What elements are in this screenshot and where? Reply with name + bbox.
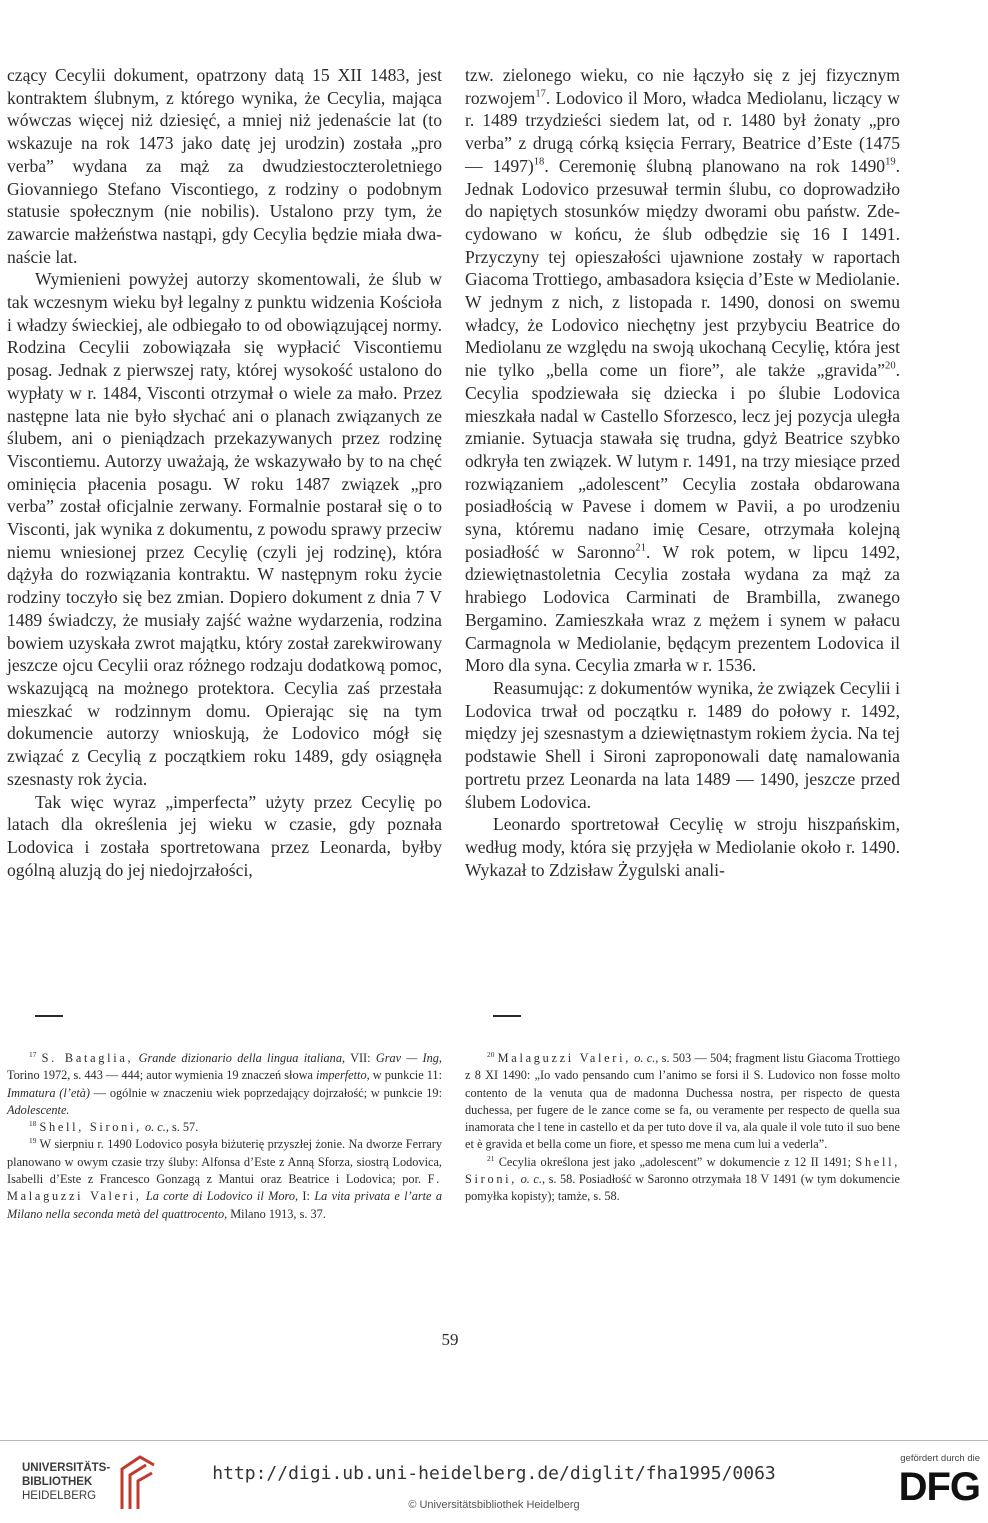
viewer-footer xyxy=(0,1440,988,1523)
footnote-21: $^{21}$ Cecylia określona jest jako „adolescent” w dokumencie z 12 II 1491; Shell, Sironi, o. c., s. 58. Posiadłość w Saronno otrzymała 18 V 1491 (w tym dokumencie pomyłka kopisty); tamże, s. 58. xyxy=(465,1153,901,1204)
footnote-18: $^{18}$ Shell, Sironi, o. c., s. 57. xyxy=(29,1119,199,1135)
footnote-ref[interactable]: 21 xyxy=(635,542,646,554)
document-url-link[interactable]: http://digi.ub.uni-heidelberg.de/diglit/fha1995/0063 xyxy=(212,1463,776,1484)
paragraph: Leonardo sportretował Cecylię w stroju hiszpańskim, według mody, która się przyjęła w Mediolanie około r. 1490. Wykazał to Zdzisław Żygulski anali- xyxy=(465,814,900,880)
dfg-logo[interactable] xyxy=(870,1453,980,1510)
footnote-17: $^{17}$ S. Bataglia, Grande dizionario della lingua italiana, VII: Grav — Ing, Torino 1972, s. 443 — 444; autor wymienia 19 znaczeń słowa imperfetto, w punkcie 11: Immatura (l’età) — ogólnie w znaczeniu wiek poprzedający dojrzałość; w punkcie 19: Adolescente. xyxy=(7,1049,442,1117)
footnote-20: $^{20}$ Malaguzzi Valeri, o. c., s. 503 — 504; fragment listu Giacoma Trottiego z 8 XI 1490: „Io vado pensando cum l’animo se forsi il S. Ludovico non fosse molto contento de la venuta qua de madonna Duchessa nostra, per rispecto de questa duchessa, per fugere de le zance come se fa, ou veramente per respecto de quella sua inamorata che l tene in castello et da per tuto dove il va, ala quale il vole tuto il suo bene et è gravida et bella come un fiore, et spesso me mena cum lui a vederla”. xyxy=(465,1049,900,1152)
library-name-line: HEIDELBERG xyxy=(22,1490,97,1502)
paragraph: tzw. zielonego wieku, co nie łączyło się z jej fizycznym rozwojem$^{17}$. Lodovico il Moro, władca Mediolanu, liczący w r. 1489 trzydzieści siedem lat, od r. 1480 był żonaty „pro verba” z drugą córką księcia Ferrary, Beatrice d’Este (1475 — 1497)$^{18}$. Ceremonię ślubną planowano na rok 1490$^{19}$. Jednak Lodovico przesuwał termin ślubu, co doprowadziło do napiętych stosunków między dworami obu państw. Zdecydowano w końcu, że ślub odbędzie się 16 I 1491. Przyczyny tej opieszałości ujawnione zostały w raportach Giacoma Trottiego, ambasadora księcia d’Este w Mediolanie. W jednym z nich, z listopada r. 1490, donosi on swemu władcy, że Lodovico niechętny jest przybyciu Beatrice do Mediolanu ze względu na swoją ukochaną Cecylię, która jest nie tylko „bella come un fiore”, ale także „gravida”$^{20}$. Cecylia spodziewała się dziecka i po ślubie Lodovica mieszkała nadal w Castello Sforzesco, lecz jej pozycja uległa zmianie. Sytuacja stawała się trudna, gdyż Beatrice szybko odkryła ten związek. W lutym r. 1491, na trzy miesiące przed rozwiązaniem „adolescent” Cecylia została obdarowana posiadłością w Pavese i domem w Pavii, a po urodzeniu syna, któremu nadano imię Cesare, otrzymała kolejną posiadłość w Saronno$^{21}$. W rok potem, w lipcu 1492, dziewiętnastoletnia Cecylia została wydana za mąż za hrabiego Lodovica Carminati de Brambilla, zwanego Bergamino. Zamieszkała wraz z mężem i synem w pałacu Carmagnola w Mediolanie, będącym prezentem Lodovica il Moro dla syna. Cecylia zmarła w r. 1536. xyxy=(465,65,901,676)
footnote-ref[interactable]: 18 xyxy=(533,156,545,168)
footnote-divider xyxy=(493,1015,521,1017)
footnote-divider xyxy=(35,1015,63,1017)
paragraph: czący Cecylii dokument, opatrzony datą 15 XII 1483, jest kontraktem ślubnym, z którego wynika, że Cecylia, mająca wówczas więcej niż dziesięć, a mniej niż jedenaście lat (to wskazuje na rok 1473 jako datę jej urodzin) została „pro verba” wydana za mąż za dwudziestoczteroletniego Giovanniego Stefano Viscontiego, z rodziny o podobnym statusie społecznym (nie nobilis). Ustalono przy tym, że zawarcie małżeństwa nastąpi, gdy Cecylia będzie miała dwanaście lat. xyxy=(7,65,442,267)
funding-caption: gefördert durch die xyxy=(900,1453,980,1464)
page-number: 59 xyxy=(441,1330,459,1349)
footnotes-right xyxy=(465,1050,900,1206)
footnote-ref[interactable]: 17 xyxy=(535,88,546,100)
paragraph: Tak więc wyraz „imperfecta” użyty przez Cecylię po latach dla określenia jej wieku w czasie, gdy poznała Lodovica i została sportretowana przez Leonarda, byłby ogólną aluzją do jej niedojrzałości, xyxy=(7,791,442,880)
copyright-notice: © Universitätsbibliothek Heidelberg xyxy=(408,1499,580,1511)
paragraph: Wymienieni powyżej autorzy skomentowali, że ślub w tak wczesnym wieku był legalny z punktu widzenia Kościoła i władzy świeckiej, ale odbiegało to od obowiązującej normy. Rodzina Cecylii zobowiązała się wypłacić Viscontiemu posag. Jednak z pierwszej raty, której wysokość ustalono do wypłaty w r. 1484, Visconti otrzymał o wiele za mało. Przez następne lata nie było słychać ani o planach związanych ze ślubem, ani o pieniądzach przekazywanych przez rodzinę Viscontiemu. Autorzy uważają, że wskazywało by to na chęć ominięcia płacenia posagu. W roku 1487 związek „pro verba” został oficjalnie zerwany. Formalnie postarał się o to Visconti, jak wynika z dokumentu, z powodu sprawy przeciw niemu wniesionej przez Cecylię (czyli jej rodzinę), która dążyła do rozwiązania kontraktu. W następnym roku życie rodziny toczyło się bez zmian. Dopiero dokument z dnia 7 V 1489 świadczy, że musiały zajść ważne wydarzenia, rodzina bowiem uzyskała zwrot majątku, który został zarekwirowany jeszcze ojcu Cecylii oraz różnego rodzaju dodatkową pomoc, wskazującą na możnego protektora. Cecylia zaś przestała mieszkać w rodzinnym domu. Opierając się na tym dokumencie autorzy wnioskują, że Lodovico mógł się związać z Cecylią z początkiem roku 1489, gdy osiągnęła szesnasty rok życia. xyxy=(7,269,442,789)
footnote-ref[interactable]: 20 xyxy=(885,360,896,372)
footnotes-left xyxy=(7,1050,442,1223)
main-text-right-column xyxy=(465,64,900,881)
library-name-line: BIBLIOTHEK xyxy=(22,1476,93,1488)
footnote-ref[interactable]: 19 xyxy=(885,156,896,168)
paragraph: Reasumując: z dokumentów wynika, że związek Cecylii i Lodovica trwał od początku r. 1489 do połowy r. 1492, między jej szesnastym a dziewiętnastym rokiem życia. Na tej podstawie Shell i Sironi zaproponowali datę namalowania portretu przez Leonarda na lata 1489 — 1490, jeszcze przed ślubem Lodovica. xyxy=(465,677,900,812)
dfg-wordmark: DFG xyxy=(898,1465,980,1509)
footnote-19: $^{19}$ W sierpniu r. 1490 Lodovico posyła biżuterię przyszłej żonie. Na dworze Ferrary planowano w owym czasie trzy śluby: Alfonsa d’Este z Anną Sforza, siostrą Lodovica, Isabelli d’Este z Francesco Gonzagą z Mantui oraz Beatrice i Lodovica; por. F. Malaguzzi Valeri, La corte di Lodovico il Moro, I: La vita privata e l’arte a Milano nella seconda metà del quattrocento, Milano 1913, s. 37. xyxy=(7,1136,443,1221)
main-text-left-column xyxy=(7,64,442,881)
library-name-line: UNIVERSITÄTS- xyxy=(22,1462,111,1474)
